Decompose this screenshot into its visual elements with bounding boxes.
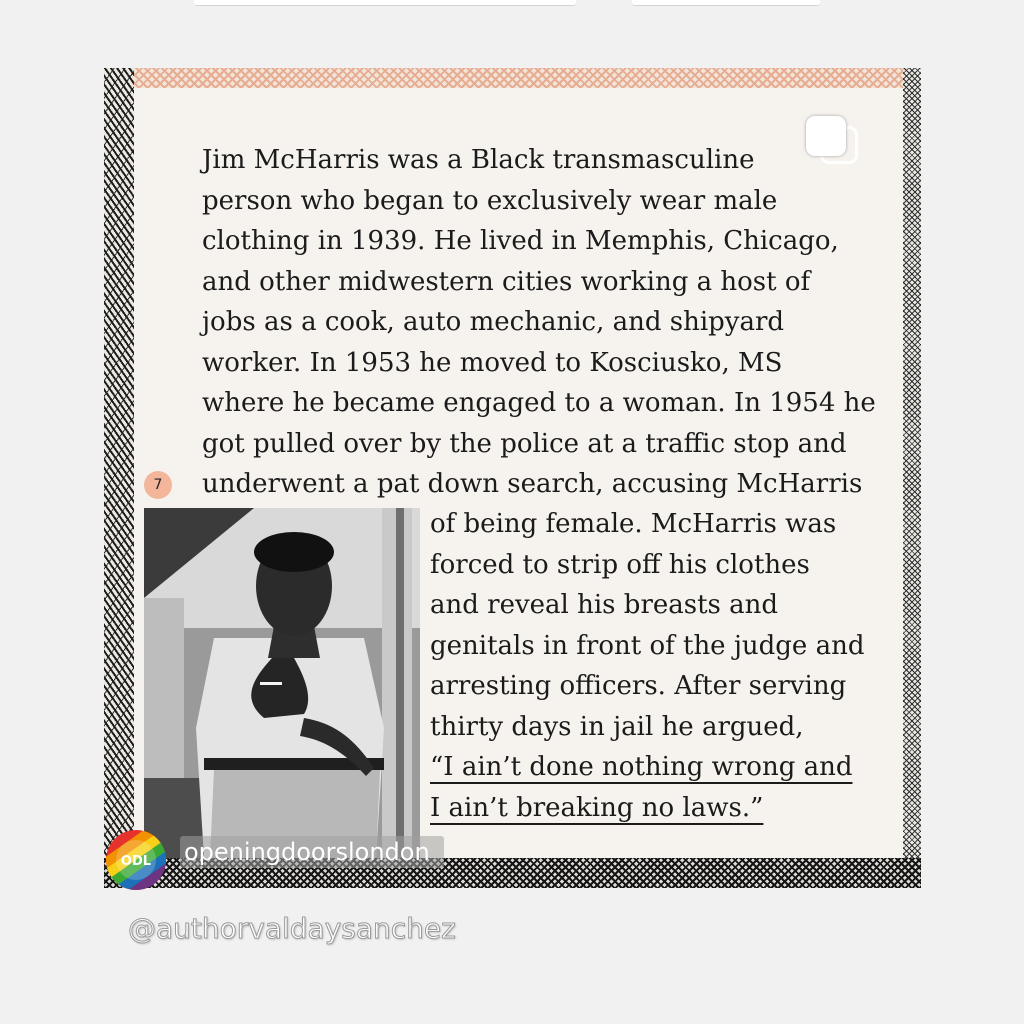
body-line: genitals in front of the judge and [430,630,865,661]
top-decorative-border [104,68,921,88]
body-line: thirty days in jail he argued, [430,711,804,742]
body-line: clothing in 1939. He lived in Memphis, Chicago, [202,226,839,256]
body-line: of being female. McHarris was [430,509,837,539]
historical-photo [144,508,420,858]
body-line: person who began to exclusively wear male [202,185,778,216]
quote-line: “I ain’t done nothing wrong and [430,752,853,782]
body-line: arresting officers. After serving [430,671,847,701]
odl-logo-icon[interactable] [104,828,168,892]
right-decorative-border [903,68,921,888]
body-line: worker. In 1953 he moved to Kosciusko, MS [202,347,783,378]
body-line: got pulled over by the police at a traffic stop and [202,428,847,459]
body-text-block [202,140,876,505]
quote-line: I ain’t breaking no laws.” [430,792,764,823]
top-bar-left [194,0,576,6]
top-bar-right [632,0,820,6]
body-line: forced to strip off his clothes [430,549,810,580]
watermark-account-name[interactable]: openingdoorslondon [180,836,444,868]
portrait-photo-illustration [144,508,420,858]
footnote-badge: 7 [144,471,172,499]
body-line: where he became engaged to a woman. In 1954 he [202,388,876,418]
rainbow-logo-graphic [104,828,168,892]
underlined-quote [430,747,864,828]
body-line: underwent a pat down search, accusing McHarris [202,469,863,499]
body-line: and reveal his breasts and [430,590,779,620]
author-handle: @authorvaldaysanchez [128,912,456,945]
body-line: jobs as a cook, auto mechanic, and shipyard [202,307,785,337]
logo-text: ODL [120,854,152,869]
body-line: Jim McHarris was a Black transmasculine [202,145,755,175]
body-line: and other midwestern cities working a host of [202,266,811,297]
post-image-card[interactable] [104,68,921,888]
wrapped-text-block [430,504,864,828]
left-decorative-border [104,68,134,888]
